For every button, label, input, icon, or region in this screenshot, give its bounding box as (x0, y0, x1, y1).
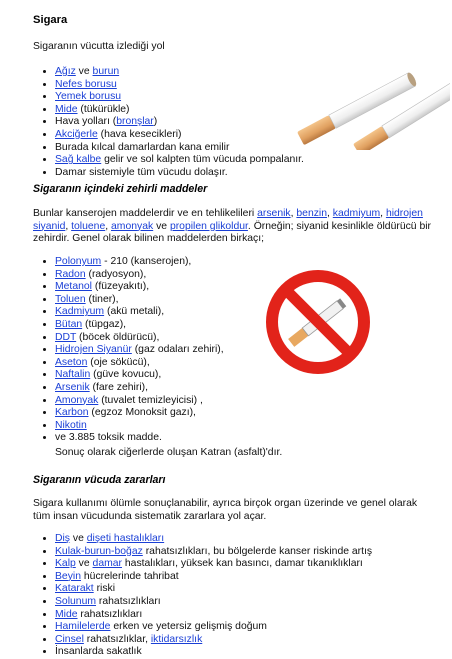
text-link[interactable]: Nefes borusu (55, 78, 117, 90)
text-link[interactable]: Diş (55, 533, 71, 544)
text-link[interactable]: Sağ kalbe (55, 154, 102, 166)
text-segment: (akü metali), (104, 306, 165, 318)
text-link[interactable]: Aseton (55, 356, 88, 368)
text-segment: rahatsızlıkları (96, 595, 161, 607)
text-segment: (radyosyon), (85, 268, 147, 280)
list-item (55, 407, 315, 420)
text-link[interactable]: benzin (296, 208, 328, 219)
list-item (55, 596, 452, 609)
text-link[interactable]: kadmiyum (332, 208, 381, 219)
list-item (55, 395, 315, 408)
text-link[interactable]: Mide (55, 103, 78, 115)
text-segment: ) (153, 116, 158, 128)
text-segment: - 210 (kanserojen), (101, 256, 192, 267)
text-segment: (tüpgaz), (82, 318, 127, 330)
text-segment: (gaz odaları zehiri), (131, 344, 224, 356)
text-segment: (fare zehiri), (89, 381, 148, 393)
text-link[interactable]: DDT (55, 331, 77, 343)
text-segment: Damar sistemiyle tüm vücudu dolaşır. (55, 166, 228, 178)
text-link[interactable]: Beyin (55, 570, 81, 582)
text-segment: riski (93, 583, 116, 595)
text-link[interactable]: iktidarsızlık (150, 633, 203, 645)
text-link[interactable]: Radon (55, 268, 86, 280)
text-segment: ve (153, 220, 170, 232)
text-segment: , (327, 208, 333, 219)
text-segment: (tiner), (85, 293, 119, 305)
text-link[interactable]: Metanol (55, 281, 92, 293)
text-segment: Bunlar kanserojen maddelerdir ve en tehlikelileri (33, 208, 258, 219)
list-item (55, 79, 305, 92)
text-segment: erken ve yetersiz gelişmiş doğum (110, 621, 267, 633)
text-link[interactable]: amonyak (111, 220, 154, 232)
cigarette-left (297, 71, 418, 145)
list-item (55, 609, 452, 622)
text-segment: ve (70, 533, 87, 544)
text-segment: rahatsızlıklar, (83, 633, 151, 645)
list-item (55, 154, 305, 167)
text-segment: rahatsızlıkları (77, 608, 143, 620)
text-segment: , (105, 220, 112, 232)
toxins-paragraph (33, 208, 435, 246)
text-link[interactable]: toluene (71, 220, 106, 232)
text-link[interactable]: Akciğerle (55, 128, 98, 140)
text-segment: ve 3.885 toksik madde. (55, 432, 162, 444)
list-item (55, 571, 452, 584)
cigarettes-image (285, 40, 450, 150)
conclusion-text: Sonuç olarak ciğerlerde oluşan Katran (asfalt)'dır. (55, 447, 283, 458)
text-link[interactable]: Katarakt (55, 583, 94, 595)
list-item (55, 558, 452, 571)
harms-paragraph: Sigara kullanımı ölümle sonuçlanabilir, ayrıca birçok organ üzerinde ve genel olarak tüm insan vücudunda sistematik zararlara yol açar. (33, 498, 418, 522)
text-link[interactable]: Hamilelerde (55, 621, 111, 633)
text-segment: (güve kovucu), (90, 369, 162, 381)
text-link[interactable]: Yemek borusu (55, 91, 122, 103)
text-segment: ve (75, 66, 93, 77)
list-item (55, 167, 305, 180)
text-segment: hücrelerinde tahribat (81, 570, 179, 582)
text-segment: , (65, 220, 72, 232)
list-item (55, 256, 315, 269)
text-link[interactable]: Bütan (55, 318, 83, 330)
text-segment: (oje sökücü), (87, 356, 150, 368)
text-link[interactable]: dişeti hastalıkları (86, 533, 165, 544)
text-segment: Burada kılcal damarlardan kana emilir (55, 141, 230, 153)
intro-text: Sigaranın vücutta izlediği yol (33, 41, 165, 52)
text-segment: (tuvalet temizleyicisi) , (98, 394, 203, 406)
page-title: Sigara (33, 14, 68, 26)
text-segment: (egzoz Monoksit gazı), (88, 407, 196, 419)
text-link[interactable]: Cinsel (55, 633, 84, 645)
text-link[interactable]: propilen glikoldur (169, 220, 248, 232)
path-list (33, 66, 305, 179)
list-item (55, 546, 452, 559)
list-item (55, 66, 305, 79)
text-link[interactable]: Nikotin (55, 419, 87, 431)
text-segment: (tükürükle) (77, 103, 130, 115)
text-link[interactable]: damar (92, 558, 122, 570)
text-link[interactable]: Karbon (55, 407, 89, 419)
section-heading-toxins: Sigaranın içindeki zehirli maddeler (33, 183, 208, 195)
text-segment: hastalıkları, yüksek kan basıncı, damar tıkanıklıkları (122, 558, 363, 570)
text-link[interactable]: Kulak-burun-boğaz (55, 545, 143, 557)
list-item (55, 116, 305, 129)
list-item (55, 142, 305, 155)
list-item (55, 533, 452, 546)
text-link[interactable]: Arsenik (55, 381, 90, 393)
text-segment: , (380, 208, 386, 219)
text-link[interactable]: Solunum (55, 595, 97, 607)
text-link[interactable]: Kalp (55, 558, 76, 570)
list-item (55, 420, 315, 433)
list-item (55, 91, 305, 104)
text-segment: (hava kesecikleri) (97, 128, 182, 140)
text-link[interactable]: Amonyak (55, 394, 99, 406)
no-smoking-icon (264, 268, 372, 376)
text-segment: (böcek öldürücü), (76, 331, 160, 343)
list-item (55, 129, 305, 142)
text-segment: , (290, 208, 297, 219)
text-link[interactable]: Mide (55, 608, 78, 620)
list-item (55, 104, 305, 117)
list-item (55, 382, 315, 395)
text-link[interactable]: Polonyum (55, 256, 102, 267)
list-item (55, 634, 452, 647)
text-segment: rahatsızlıkları, bu bölgelerde kanser riskinde artış (142, 545, 373, 557)
text-segment: gelir ve sol kalpten tüm vücuda pompalanır. (101, 154, 304, 166)
text-link[interactable]: hidrojen siyanid (33, 208, 423, 232)
text-link[interactable]: bronşlar (116, 116, 154, 128)
text-link[interactable]: arsenik (257, 208, 291, 219)
list-item (55, 583, 452, 596)
list-item (55, 621, 452, 634)
text-segment: Hava yolları ( (55, 116, 117, 128)
section-heading-harms: Sigaranın vücuda zararları (33, 474, 166, 486)
text-link[interactable]: Ağız (55, 66, 76, 77)
text-link[interactable]: burun (92, 66, 120, 77)
text-segment: ve (75, 558, 93, 570)
text-segment: (füzeyakıtı), (91, 281, 150, 293)
text-link[interactable]: Kadmiyum (55, 306, 105, 318)
text-link[interactable]: Toluen (55, 293, 86, 305)
text-segment: . Örneğin; siyanid kesinlikle öldürücü bir zehirdir. Genel olarak bilinen maddelerden birkaçı; (33, 220, 432, 245)
list-item (55, 432, 315, 445)
text-segment: İnsanlarda sakatlık (55, 646, 142, 658)
text-link[interactable]: Naftalin (55, 369, 91, 381)
list-item (55, 646, 452, 659)
text-link[interactable]: Hidrojen Siyanür (55, 344, 132, 356)
harms-list (33, 533, 452, 659)
